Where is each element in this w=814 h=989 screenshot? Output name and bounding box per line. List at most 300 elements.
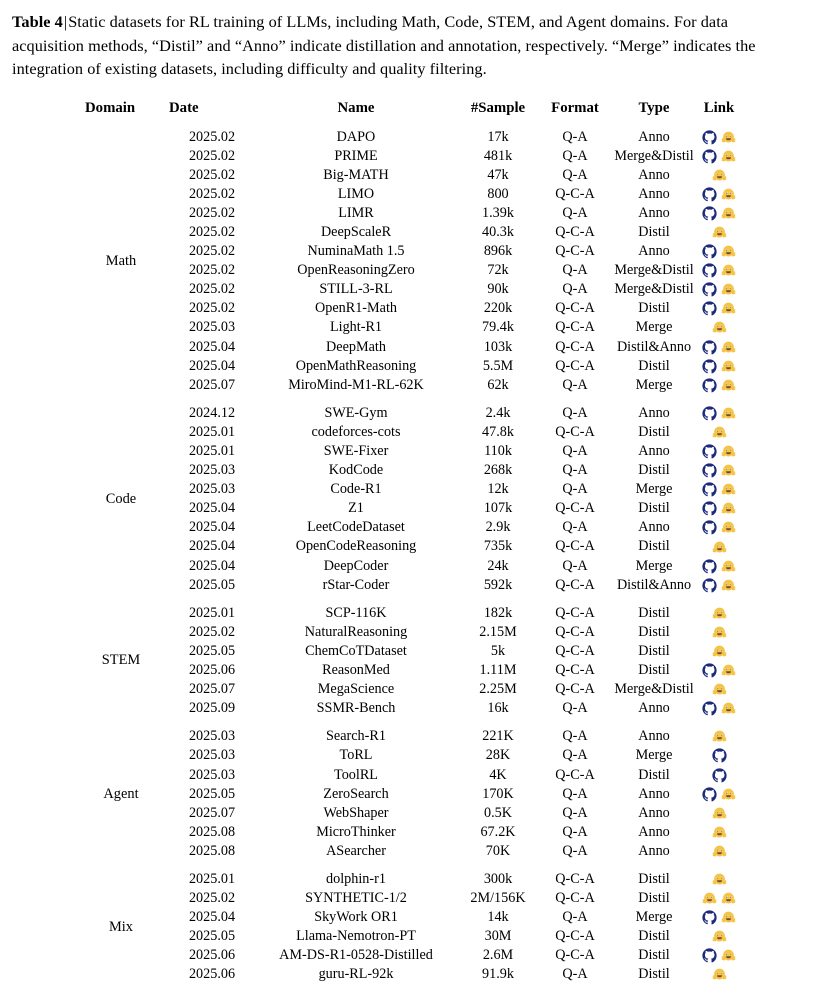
cell-sample: 40.3k [482, 223, 514, 240]
cell-format: Q-C-A [555, 300, 595, 317]
cell-sample: 2.9k [485, 519, 511, 536]
cell-type: Anno [638, 243, 670, 260]
github-icon[interactable] [702, 701, 717, 716]
cell-type: Merge&Distil [614, 262, 694, 279]
cell-sample: 79.4k [482, 319, 514, 336]
cell-type: Merge [635, 481, 673, 498]
cell-links [697, 318, 741, 337]
huggingface-icon[interactable] [721, 559, 736, 574]
cell-format: Q-A [562, 519, 588, 536]
cell-format: Q-A [562, 804, 588, 821]
cell-sample: 221K [482, 728, 514, 745]
huggingface-icon[interactable] [721, 891, 736, 906]
table-row [73, 727, 741, 746]
huggingface-icon[interactable] [712, 425, 727, 440]
huggingface-icon[interactable] [721, 263, 736, 278]
cell-links [697, 889, 741, 908]
table-row [73, 604, 741, 623]
cell-name: Code-R1 [330, 481, 382, 498]
cell-date: 2025.02 [188, 166, 236, 183]
link-icon-group [697, 423, 741, 442]
cell-sample: 62k [487, 376, 509, 393]
cell-type: Anno [638, 185, 670, 202]
link-icon-group [697, 766, 741, 785]
table-row [73, 766, 741, 785]
column-header-name: Name [337, 99, 375, 116]
huggingface-icon[interactable] [721, 787, 736, 802]
cell-name: ZeroSearch [323, 785, 389, 802]
cell-sample: 91.9k [482, 966, 514, 983]
cell-links [697, 461, 741, 480]
table-row [73, 699, 741, 718]
cell-format: Q-C-A [555, 890, 595, 907]
github-icon[interactable] [702, 149, 717, 164]
table-row [73, 461, 741, 480]
cell-links [697, 642, 741, 661]
github-icon[interactable] [702, 187, 717, 202]
cell-type: Distil [638, 662, 670, 679]
cell-format: Q-C-A [555, 500, 595, 517]
huggingface-icon[interactable] [712, 967, 727, 982]
huggingface-icon[interactable] [721, 406, 736, 421]
cell-name: PRIME [334, 147, 378, 164]
cell-name: codeforces-cots [311, 423, 401, 440]
github-icon[interactable] [702, 263, 717, 278]
cell-links [697, 604, 741, 623]
huggingface-icon[interactable] [721, 282, 736, 297]
huggingface-icon[interactable] [721, 244, 736, 259]
caption-label: Table 4 [12, 12, 63, 31]
cell-format: Q-C-A [555, 185, 595, 202]
table-row [73, 680, 741, 699]
github-icon[interactable] [702, 787, 717, 802]
cell-links [697, 804, 741, 823]
link-icon-group [697, 461, 741, 480]
cell-format: Q-A [562, 404, 588, 421]
cell-format: Q-C-A [555, 338, 595, 355]
cell-format: Q-A [562, 166, 588, 183]
cell-type: Merge&Distil [614, 681, 694, 698]
cell-format: Q-C-A [555, 870, 595, 887]
table-row [73, 785, 741, 804]
cell-sample: 47k [487, 166, 509, 183]
cell-sample: 2.25M [479, 681, 517, 698]
cell-type: Distil [638, 500, 670, 517]
cell-date: 2025.04 [188, 538, 236, 555]
cell-name: MicroThinker [316, 823, 396, 840]
cell-sample: 182k [483, 604, 513, 621]
domain-label-math: Math [105, 252, 137, 269]
cell-date: 2025.03 [188, 462, 236, 479]
link-icon-group [697, 223, 741, 242]
cell-links [697, 423, 741, 442]
link-icon-group [697, 128, 741, 147]
github-icon[interactable] [702, 206, 717, 221]
table-row [73, 280, 741, 299]
huggingface-icon[interactable] [721, 948, 736, 963]
cell-date: 2025.04 [188, 338, 236, 355]
huggingface-icon[interactable] [721, 149, 736, 164]
cell-links [697, 746, 741, 765]
cell-sample: 90k [487, 281, 509, 298]
link-icon-group [697, 280, 741, 299]
huggingface-icon[interactable] [721, 301, 736, 316]
cell-type: Distil [638, 604, 670, 621]
link-icon-group [697, 499, 741, 518]
cell-date: 2025.03 [188, 747, 236, 764]
github-icon[interactable] [702, 378, 717, 393]
github-icon[interactable] [702, 948, 717, 963]
link-icon-group [697, 404, 741, 423]
cell-links [697, 404, 741, 423]
huggingface-icon[interactable] [721, 130, 736, 145]
cell-type: Distil [638, 462, 670, 479]
table-row [73, 204, 741, 223]
cell-date: 2025.02 [188, 128, 236, 145]
huggingface-icon[interactable] [712, 168, 727, 183]
github-icon[interactable] [702, 663, 717, 678]
cell-format: Q-C-A [555, 928, 595, 945]
cell-sample: 107k [483, 500, 513, 517]
huggingface-icon[interactable] [721, 663, 736, 678]
cell-type: Distil&Anno [616, 576, 692, 593]
cell-format: Q-C-A [555, 662, 595, 679]
cell-sample: 67.2K [480, 823, 516, 840]
cell-sample: 220k [483, 300, 513, 317]
huggingface-icon[interactable] [712, 872, 727, 887]
huggingface-icon[interactable] [721, 340, 736, 355]
cell-date: 2025.02 [188, 300, 236, 317]
caption-separator: | [63, 12, 68, 31]
huggingface-icon[interactable] [712, 540, 727, 555]
cell-format: Q-C-A [555, 357, 595, 374]
column-header-format: Format [551, 99, 599, 116]
cell-type: Distil [638, 947, 670, 964]
cell-sample: 103k [483, 338, 513, 355]
table-row [73, 423, 741, 442]
cell-sample: 2M/156K [470, 890, 526, 907]
huggingface-icon[interactable] [712, 320, 727, 335]
github-icon[interactable] [702, 463, 717, 478]
huggingface-icon[interactable] [712, 729, 727, 744]
github-icon[interactable] [702, 578, 717, 593]
datasets-table [73, 95, 741, 989]
cell-format: Q-A [562, 147, 588, 164]
table-row [73, 537, 741, 556]
link-icon-group [697, 661, 741, 680]
cell-name: Llama-Nemotron-PT [296, 928, 416, 945]
cell-date: 2025.07 [188, 376, 236, 393]
cell-name: OpenMathReasoning [295, 357, 417, 374]
cell-links [697, 623, 741, 642]
cell-links [697, 680, 741, 699]
cell-date: 2025.04 [188, 557, 236, 574]
github-icon[interactable] [702, 910, 717, 925]
cell-type: Merge [635, 557, 673, 574]
cell-sample: 24k [487, 557, 509, 574]
table-row [73, 870, 741, 889]
cell-name: ASearcher [326, 842, 386, 859]
cell-type: Distil&Anno [616, 338, 692, 355]
cell-type: Distil [638, 538, 670, 555]
cell-name: Search-R1 [326, 728, 386, 745]
column-header-sample: #Sample [470, 99, 526, 116]
cell-sample: 2.15M [479, 623, 517, 640]
huggingface-icon[interactable] [721, 578, 736, 593]
cell-date: 2025.05 [188, 576, 236, 593]
cell-type: Anno [638, 823, 670, 840]
cell-format: Q-C-A [555, 947, 595, 964]
link-icon-group [697, 623, 741, 642]
table-body [73, 123, 741, 989]
link-icon-group [697, 147, 741, 166]
huggingface-icon[interactable] [712, 929, 727, 944]
huggingface-icon[interactable] [702, 891, 717, 906]
cell-date: 2025.02 [188, 147, 236, 164]
cell-format: Q-A [562, 823, 588, 840]
link-icon-group [697, 557, 741, 576]
cell-name: SWE-Fixer [323, 443, 389, 459]
github-icon[interactable] [702, 130, 717, 145]
datasets-table-container [73, 95, 741, 989]
cell-type: Distil [638, 423, 670, 440]
cell-format: Q-A [562, 747, 588, 764]
cell-sample: 2.6M [482, 947, 514, 964]
cell-sample: 17k [487, 128, 509, 145]
link-icon-group [697, 870, 741, 889]
github-icon[interactable] [702, 520, 717, 535]
cell-date: 2025.04 [188, 519, 236, 536]
cell-links [697, 128, 741, 147]
huggingface-icon[interactable] [712, 682, 727, 697]
cell-links [697, 557, 741, 576]
cell-name: KodCode [328, 462, 384, 479]
cell-sample: 14k [487, 909, 509, 926]
cell-name: DAPO [336, 128, 376, 145]
link-icon-group [697, 537, 741, 556]
link-icon-group [697, 642, 741, 661]
cell-date: 2025.03 [188, 319, 236, 336]
cell-sample: 5k [490, 642, 506, 659]
cell-date: 2025.02 [188, 243, 236, 260]
link-icon-group [697, 823, 741, 842]
cell-name: AM-DS-R1-0528-Distilled [279, 947, 433, 964]
cell-format: Q-A [562, 443, 588, 459]
huggingface-icon[interactable] [721, 910, 736, 925]
cell-date: 2025.02 [188, 262, 236, 279]
table-header [73, 95, 741, 123]
table-row [73, 166, 741, 185]
cell-type: Anno [638, 204, 670, 221]
cell-type: Merge [635, 376, 673, 393]
cell-type: Anno [638, 128, 670, 145]
cell-format: Q-C-A [555, 223, 595, 240]
table-row [73, 442, 741, 461]
github-icon[interactable] [702, 501, 717, 516]
table-row [73, 338, 741, 357]
table-row [73, 946, 741, 965]
cell-type: Distil [638, 623, 670, 640]
cell-sample: 800 [487, 185, 509, 202]
cell-format: Q-C-A [555, 538, 595, 555]
table-row [73, 223, 741, 242]
cell-name: Z1 [348, 500, 364, 517]
huggingface-icon[interactable] [721, 520, 736, 535]
cell-links [697, 946, 741, 965]
cell-type: Anno [638, 700, 670, 717]
huggingface-icon[interactable] [721, 206, 736, 221]
cell-type: Merge [635, 319, 673, 336]
table-row [73, 242, 741, 261]
table-caption [12, 10, 802, 81]
cell-name: guru-RL-92k [318, 966, 394, 983]
github-icon[interactable] [702, 359, 717, 374]
huggingface-icon[interactable] [721, 463, 736, 478]
cell-links [697, 823, 741, 842]
cell-name: NuminaMath 1.5 [307, 243, 405, 260]
cell-date: 2025.04 [188, 500, 236, 517]
cell-sample: 12k [487, 481, 509, 498]
cell-type: Anno [638, 728, 670, 745]
cell-sample: 896k [483, 243, 513, 260]
cell-links [697, 185, 741, 204]
github-icon[interactable] [712, 748, 727, 763]
cell-sample: 1.39k [482, 204, 514, 221]
cell-type: Merge [635, 747, 673, 764]
cell-format: Q-C-A [555, 642, 595, 659]
cell-links [697, 242, 741, 261]
cell-format: Q-A [562, 204, 588, 221]
column-header-domain: Domain [85, 99, 136, 116]
cell-links [697, 299, 741, 318]
cell-sample: 170K [482, 785, 514, 802]
table-row [73, 623, 741, 642]
cell-sample: 16k [487, 700, 509, 717]
link-icon-group [697, 804, 741, 823]
github-icon[interactable] [702, 482, 717, 497]
huggingface-icon[interactable] [712, 625, 727, 640]
cell-type: Anno [638, 785, 670, 802]
github-icon[interactable] [702, 444, 717, 459]
cell-type: Anno [638, 804, 670, 821]
cell-format: Q-C-A [555, 604, 595, 621]
cell-links [697, 223, 741, 242]
cell-links [697, 166, 741, 185]
link-icon-group [697, 357, 741, 376]
huggingface-icon[interactable] [712, 825, 727, 840]
cell-type: Distil [638, 966, 670, 983]
huggingface-icon[interactable] [721, 701, 736, 716]
github-icon[interactable] [712, 768, 727, 783]
huggingface-icon[interactable] [721, 187, 736, 202]
github-icon[interactable] [702, 301, 717, 316]
cell-format: Q-A [562, 700, 588, 717]
cell-sample: 268k [483, 462, 513, 479]
cell-date: 2025.01 [188, 604, 236, 621]
cell-name: NaturalReasoning [304, 623, 408, 640]
domain-label-agent: Agent [103, 785, 139, 802]
huggingface-icon[interactable] [721, 444, 736, 459]
link-icon-group [697, 442, 741, 461]
cell-links [697, 518, 741, 537]
link-icon-group [697, 518, 741, 537]
github-icon[interactable] [702, 406, 717, 421]
cell-date: 2025.06 [188, 947, 236, 964]
table-row [73, 147, 741, 166]
cell-type: Anno [638, 166, 670, 183]
cell-sample: 70K [485, 842, 511, 859]
github-icon[interactable] [702, 340, 717, 355]
link-icon-group [697, 242, 741, 261]
huggingface-icon[interactable] [721, 359, 736, 374]
cell-format: Q-C-A [555, 423, 595, 440]
cell-type: Distil [638, 357, 670, 374]
cell-name: ToolRL [334, 766, 378, 783]
cell-format: Q-C-A [555, 243, 595, 260]
cell-format: Q-A [562, 376, 588, 393]
link-icon-group [697, 965, 741, 984]
link-icon-group [697, 604, 741, 623]
cell-date: 2025.05 [188, 928, 236, 945]
cell-format: Q-A [562, 785, 588, 802]
huggingface-icon[interactable] [721, 501, 736, 516]
cell-links [697, 870, 741, 889]
link-icon-group [697, 576, 741, 595]
cell-type: Distil [638, 642, 670, 659]
huggingface-icon[interactable] [712, 606, 727, 621]
cell-links [697, 280, 741, 299]
cell-date: 2025.03 [188, 481, 236, 498]
huggingface-icon[interactable] [721, 482, 736, 497]
cell-links [697, 965, 741, 984]
cell-name: STILL-3-RL [319, 281, 393, 298]
cell-date: 2025.05 [188, 642, 236, 659]
link-icon-group [697, 166, 741, 185]
cell-type: Anno [638, 519, 670, 536]
huggingface-icon[interactable] [721, 378, 736, 393]
huggingface-icon[interactable] [712, 806, 727, 821]
cell-format: Q-A [562, 909, 588, 926]
cell-date: 2025.02 [188, 185, 236, 202]
table-row [73, 576, 741, 595]
cell-sample: 28K [485, 747, 511, 764]
github-icon[interactable] [702, 244, 717, 259]
domain-label-stem: STEM [101, 652, 141, 669]
github-icon[interactable] [702, 282, 717, 297]
cell-date: 2025.06 [188, 662, 236, 679]
huggingface-icon[interactable] [712, 225, 727, 240]
cell-links [697, 727, 741, 746]
cell-type: Distil [638, 890, 670, 907]
table-row [73, 357, 741, 376]
github-icon[interactable] [702, 559, 717, 574]
link-icon-group [697, 746, 741, 765]
huggingface-icon[interactable] [712, 644, 727, 659]
domain-label-mix: Mix [109, 918, 133, 935]
link-icon-group [697, 785, 741, 804]
cell-date: 2025.06 [188, 966, 236, 983]
link-icon-group [697, 908, 741, 927]
cell-name: SCP-116K [325, 604, 387, 621]
table-row [73, 804, 741, 823]
cell-type: Merge&Distil [614, 147, 694, 164]
cell-name: Big-MATH [323, 166, 389, 183]
huggingface-icon[interactable] [712, 844, 727, 859]
cell-date: 2025.03 [188, 728, 236, 745]
link-icon-group [697, 261, 741, 280]
cell-name: LIMR [338, 204, 374, 221]
cell-links [697, 261, 741, 280]
